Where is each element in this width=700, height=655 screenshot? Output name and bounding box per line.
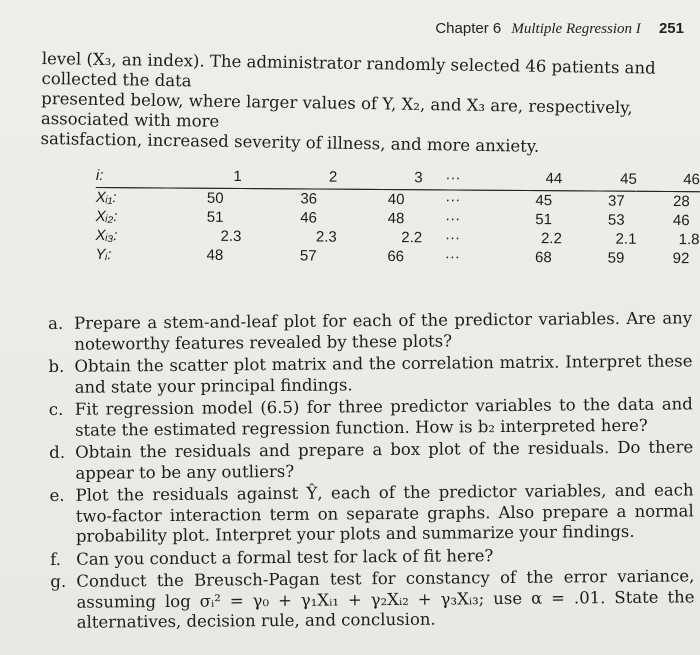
row-label: Xᵢ₁: — [95, 188, 117, 207]
table-cell: 2.2 — [401, 229, 423, 247]
table-cell: 48 — [387, 210, 405, 228]
table-cell: 40 — [387, 191, 405, 209]
intro-line: presented below, where larger values of Y, X₂, and X₃ are, respectively, associated with more — [40, 88, 633, 131]
row-label: Yᵢ: — [95, 245, 112, 264]
table-cell: 59 — [607, 249, 625, 267]
table-cell: 28 — [673, 193, 690, 211]
table-cell: 2.2 — [540, 230, 562, 248]
exercise-text: Prepare a stem-and-leaf plot for each of the predictor variables. Are any noteworthy features revealed by these plots? — [73, 308, 693, 354]
exercise-letter: c. — [48, 399, 64, 419]
table-cell: 48 — [206, 246, 224, 264]
table-cell: 2.1 — [615, 230, 637, 248]
exercise-item — [50, 566, 695, 633]
exercise-item — [50, 544, 694, 570]
table-cell: 92 — [672, 250, 690, 268]
table-cell: 66 — [387, 248, 405, 266]
table-cell: ··· — [445, 191, 461, 209]
table-cell: ··· — [444, 229, 461, 247]
data-table — [95, 165, 700, 268]
exercise-letter: e. — [49, 485, 65, 505]
exercise-text: Can you conduct a formal test for lack of fit here? — [76, 545, 494, 569]
chapter-label: Chapter 6 — [435, 20, 502, 37]
row-label: Xᵢ₂: — [95, 207, 118, 226]
table-cell: 45 — [535, 192, 553, 210]
table-header-label: i: — [95, 166, 104, 185]
exercise-text: Fit regression model (6.5) for three predictor variables to the data and state the estimated regression function. How is b₂ interpreted here? — [74, 394, 693, 440]
table-row — [95, 245, 699, 268]
table-cell: 50 — [206, 189, 224, 207]
table-col-header: 46 — [683, 171, 700, 189]
table-col-header: 2 — [328, 168, 338, 186]
exercise-text: Obtain the scatter plot matrix and the correlation matrix. Interpret these and state your principal findings. — [74, 351, 693, 397]
page-header — [435, 20, 684, 38]
exercise-letter: a. — [48, 313, 64, 333]
exercise-item — [50, 480, 695, 547]
table-col-header: 45 — [620, 170, 637, 188]
table-col-header: 3 — [414, 169, 423, 187]
exercise-text: Plot the residuals against Ŷ, each of the predictor variables, and each two-factor interaction term on separate graphs. Also prepare a normal probability plot. Interpret your plots and summarize your findings. — [75, 480, 694, 546]
exercise-letter: b. — [48, 356, 65, 376]
exercise-item — [49, 437, 693, 484]
table-cell: 51 — [535, 211, 553, 229]
exercise-letter: d. — [49, 442, 66, 462]
intro-line: level (X₃, an index). The administrator randomly selected 46 patients and collected the data — [41, 49, 656, 91]
exercise-list — [48, 308, 695, 635]
exercise-item — [48, 308, 692, 355]
table-cell: 46 — [672, 212, 690, 230]
table-cell: 46 — [300, 209, 317, 227]
table-cell: 68 — [534, 249, 552, 267]
chapter-title: Multiple Regression I — [511, 21, 641, 37]
table-cell: 51 — [206, 208, 224, 226]
table-cell: 36 — [300, 190, 318, 208]
table-cell: 53 — [607, 211, 625, 229]
table-cell: 1.8 — [678, 231, 700, 249]
table-cell: 37 — [607, 192, 625, 210]
exercise-letter: f. — [50, 549, 61, 569]
table-col-header: 44 — [545, 170, 563, 188]
intro-line: satisfaction, increased severity of illness, and more anxiety. — [40, 128, 540, 156]
table-cell: 57 — [299, 247, 317, 265]
table-col-header: 1 — [233, 167, 242, 186]
exercise-letter: g. — [50, 571, 67, 591]
row-label: Xᵢ₃: — [95, 226, 118, 245]
table-cell: ··· — [445, 210, 461, 228]
exercise-item — [48, 351, 692, 398]
exercise-text: Obtain the residuals and prepare a box plot of the residuals. Do there appear to be any outliers? — [75, 437, 694, 483]
intro-paragraph — [40, 49, 691, 159]
table-cell: 2.3 — [220, 227, 242, 246]
table-cell: ··· — [444, 248, 460, 266]
exercise-item — [49, 394, 693, 441]
table-col-header: ··· — [445, 169, 461, 187]
page-number: 251 — [658, 20, 684, 37]
table-cell: 2.3 — [315, 228, 337, 246]
exercise-text: Conduct the Breusch-Pagan test for constancy of the error variance, assuming log σᵢ² = γ₀ + γ₁Xᵢ₁ + γ₂Xᵢ₂ + γ₃Xᵢ₃; use α = .01. State the alternatives, decision rule, and conclusion. — [76, 566, 695, 632]
